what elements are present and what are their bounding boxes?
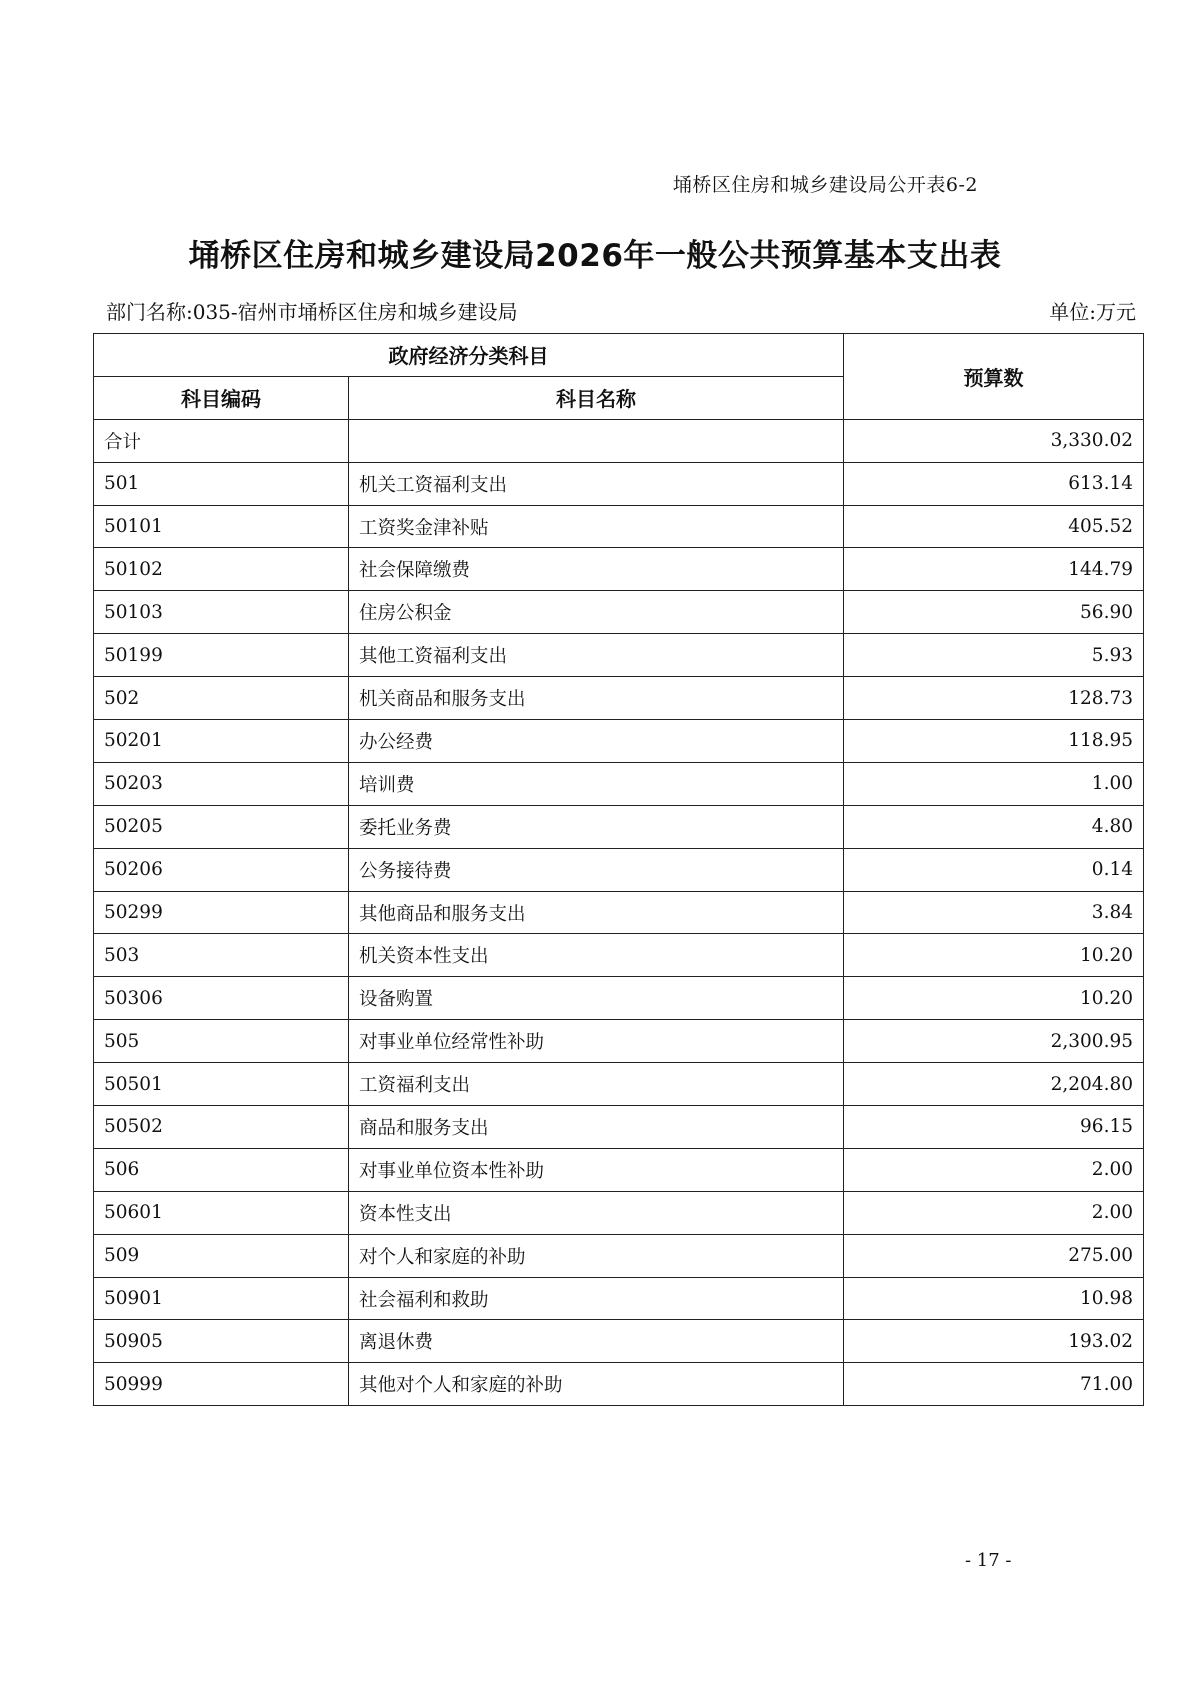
- name-cell: 设备购置: [349, 977, 844, 1020]
- table-row: [94, 462, 1144, 505]
- amount-cell: 5.93: [844, 634, 1144, 677]
- code-cell: 50901: [94, 1277, 349, 1320]
- amount-cell: 56.90: [844, 591, 1144, 634]
- table-row: [94, 977, 1144, 1020]
- table-row: [94, 805, 1144, 848]
- code-cell: 50905: [94, 1320, 349, 1363]
- amount-cell: 275.00: [844, 1234, 1144, 1277]
- table-row: [94, 1234, 1144, 1277]
- table-row: [94, 891, 1144, 934]
- table-row: [94, 1277, 1144, 1320]
- budget-table: [93, 333, 1144, 1406]
- code-cell: 509: [94, 1234, 349, 1277]
- amount-cell: 2,204.80: [844, 1063, 1144, 1106]
- amount-cell: 10.20: [844, 934, 1144, 977]
- code-cell: 50201: [94, 720, 349, 763]
- name-cell: 住房公积金: [349, 591, 844, 634]
- code-cell: 50299: [94, 891, 349, 934]
- amount-cell: 10.98: [844, 1277, 1144, 1320]
- code-cell: 502: [94, 677, 349, 720]
- page-title: 埇桥区住房和城乡建设局2026年一般公共预算基本支出表: [188, 238, 1002, 274]
- name-cell: 资本性支出: [349, 1191, 844, 1234]
- table-row: [94, 1148, 1144, 1191]
- table-row: [94, 634, 1144, 677]
- code-cell: 506: [94, 1148, 349, 1191]
- table-row: [94, 762, 1144, 805]
- name-cell: 委托业务费: [349, 805, 844, 848]
- name-cell: 其他商品和服务支出: [349, 891, 844, 934]
- amount-cell: 71.00: [844, 1363, 1144, 1406]
- amount-column-header: 预算数: [844, 334, 1144, 420]
- name-cell: 其他工资福利支出: [349, 634, 844, 677]
- amount-cell: 118.95: [844, 720, 1144, 763]
- page-number: - 17 -: [965, 1550, 1012, 1571]
- amount-cell: 10.20: [844, 977, 1144, 1020]
- table-row: [94, 419, 1144, 462]
- table-row: [94, 505, 1144, 548]
- amount-cell: 2.00: [844, 1148, 1144, 1191]
- table-row: [94, 848, 1144, 891]
- name-cell: 对事业单位经常性补助: [349, 1020, 844, 1063]
- amount-cell: 193.02: [844, 1320, 1144, 1363]
- name-cell: 社会福利和救助: [349, 1277, 844, 1320]
- table-row: [94, 1020, 1144, 1063]
- amount-cell: 2,300.95: [844, 1020, 1144, 1063]
- name-cell: 工资福利支出: [349, 1063, 844, 1106]
- amount-cell: 128.73: [844, 677, 1144, 720]
- code-cell: 50203: [94, 762, 349, 805]
- code-cell: 50999: [94, 1363, 349, 1406]
- code-cell: 50502: [94, 1106, 349, 1149]
- name-cell: [349, 419, 844, 462]
- department-label: 部门名称:035-宿州市埇桥区住房和城乡建设局: [106, 300, 518, 324]
- name-cell: 其他对个人和家庭的补助: [349, 1363, 844, 1406]
- code-cell: 合计: [94, 419, 349, 462]
- name-cell: 工资奖金津补贴: [349, 505, 844, 548]
- name-cell: 对事业单位资本性补助: [349, 1148, 844, 1191]
- name-column-header: 科目名称: [349, 376, 844, 419]
- code-cell: 50199: [94, 634, 349, 677]
- amount-cell: 4.80: [844, 805, 1144, 848]
- code-cell: 505: [94, 1020, 349, 1063]
- table-row: [94, 548, 1144, 591]
- name-cell: 机关工资福利支出: [349, 462, 844, 505]
- name-cell: 对个人和家庭的补助: [349, 1234, 844, 1277]
- amount-cell: 613.14: [844, 462, 1144, 505]
- unit-label: 单位:万元: [1049, 300, 1136, 324]
- table-row: [94, 934, 1144, 977]
- group-header: 政府经济分类科目: [94, 334, 844, 377]
- table-row: [94, 720, 1144, 763]
- code-cell: 50101: [94, 505, 349, 548]
- code-cell: 50103: [94, 591, 349, 634]
- table-row: [94, 591, 1144, 634]
- table-body: [94, 419, 1144, 1405]
- table-row: [94, 1106, 1144, 1149]
- name-cell: 公务接待费: [349, 848, 844, 891]
- name-cell: 培训费: [349, 762, 844, 805]
- code-cell: 50205: [94, 805, 349, 848]
- amount-cell: 1.00: [844, 762, 1144, 805]
- amount-cell: 405.52: [844, 505, 1144, 548]
- table-row: [94, 1363, 1144, 1406]
- code-cell: 50601: [94, 1191, 349, 1234]
- code-column-header: 科目编码: [94, 376, 349, 419]
- amount-cell: 3,330.02: [844, 419, 1144, 462]
- code-cell: 50206: [94, 848, 349, 891]
- table-row: [94, 1320, 1144, 1363]
- name-cell: 社会保障缴费: [349, 548, 844, 591]
- name-cell: 离退休费: [349, 1320, 844, 1363]
- name-cell: 机关商品和服务支出: [349, 677, 844, 720]
- code-cell: 50501: [94, 1063, 349, 1106]
- amount-cell: 3.84: [844, 891, 1144, 934]
- amount-cell: 0.14: [844, 848, 1144, 891]
- name-cell: 机关资本性支出: [349, 934, 844, 977]
- name-cell: 商品和服务支出: [349, 1106, 844, 1149]
- amount-cell: 144.79: [844, 548, 1144, 591]
- code-cell: 50102: [94, 548, 349, 591]
- amount-cell: 2.00: [844, 1191, 1144, 1234]
- table-row: [94, 677, 1144, 720]
- document-tag: 埇桥区住房和城乡建设局公开表6-2: [672, 174, 978, 196]
- code-cell: 503: [94, 934, 349, 977]
- table-row: [94, 1063, 1144, 1106]
- code-cell: 501: [94, 462, 349, 505]
- code-cell: 50306: [94, 977, 349, 1020]
- table-row: [94, 1191, 1144, 1234]
- name-cell: 办公经费: [349, 720, 844, 763]
- amount-cell: 96.15: [844, 1106, 1144, 1149]
